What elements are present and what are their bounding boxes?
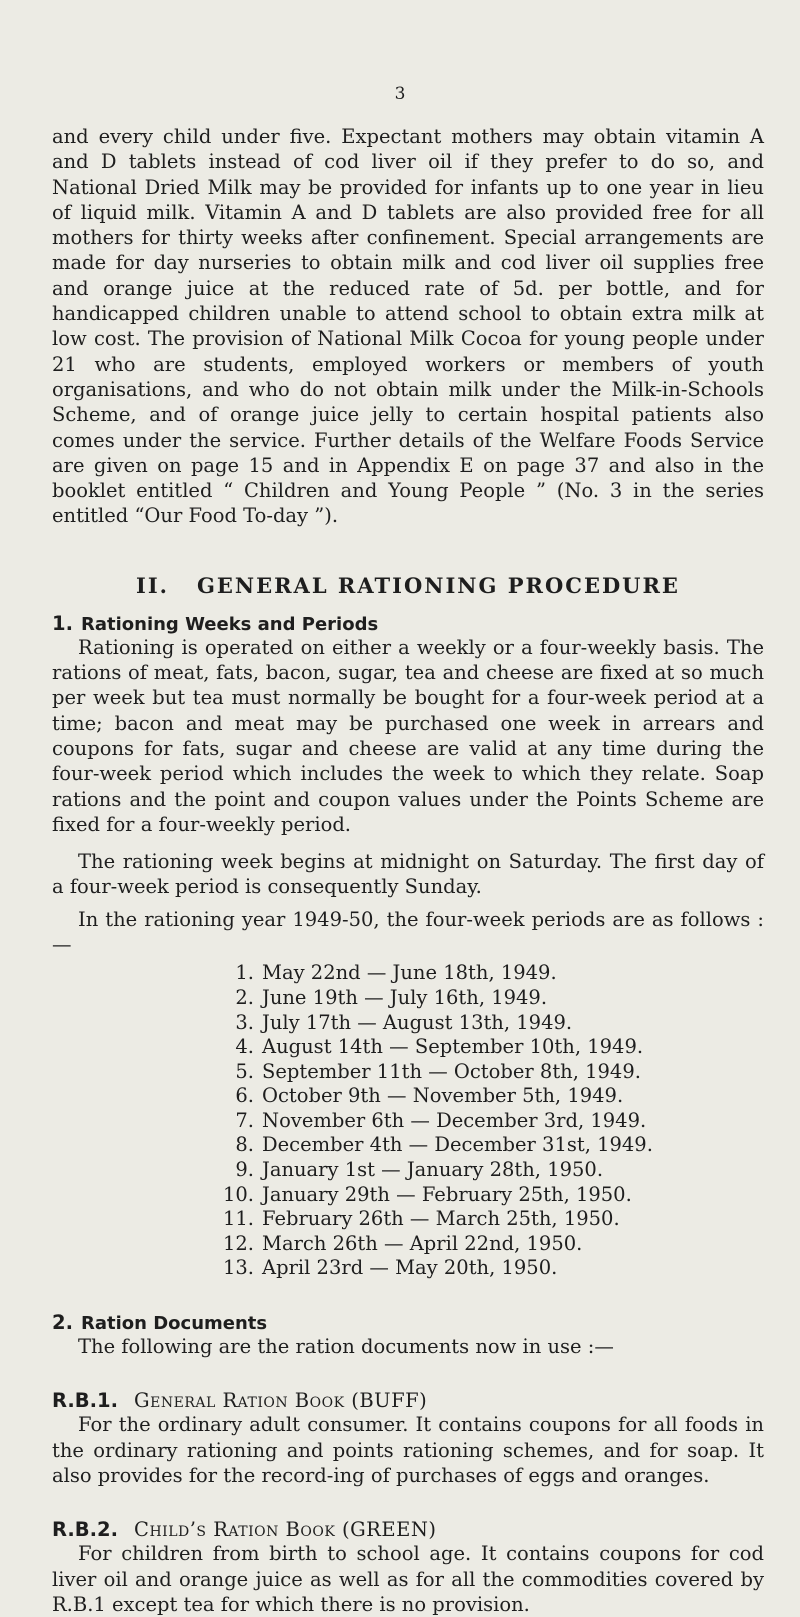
period-item <box>222 1035 764 1060</box>
rb1-heading <box>52 1389 764 1412</box>
subsection-title: Ration Documents <box>80 1313 268 1335</box>
period-dates: August 14th — September 10th, 1949. <box>262 1035 644 1059</box>
period-item <box>222 1133 764 1158</box>
period-number: 8. <box>235 1133 254 1157</box>
period-item <box>222 1158 764 1183</box>
period-number: 12. <box>222 1231 254 1255</box>
period-item <box>222 1060 764 1085</box>
subsection-number: 1. <box>52 611 73 635</box>
period-dates: May 22nd — June 18th, 1949. <box>262 961 557 985</box>
period-number: 6. <box>235 1084 254 1108</box>
period-dates: February 26th — March 25th, 1950. <box>262 1207 620 1231</box>
subsection-number: 2. <box>52 1311 73 1335</box>
period-number: 13. <box>222 1256 254 1280</box>
period-item <box>222 1207 764 1232</box>
period-item <box>222 1183 764 1208</box>
subsection-heading-rationing-weeks <box>52 612 764 635</box>
subsection-title: Rationing Weeks and Periods <box>80 613 379 635</box>
rationing-paragraph-2: The rationing week begins at midnight on Saturday. The first day of a four-week period is consequently Sunday. <box>52 850 764 899</box>
period-number: 4. <box>235 1035 254 1059</box>
period-dates: January 1st — January 28th, 1950. <box>262 1158 604 1182</box>
period-dates: July 17th — August 13th, 1949. <box>262 1010 573 1034</box>
period-number: 3. <box>235 1010 254 1034</box>
rb2-heading <box>52 1518 764 1541</box>
period-dates: January 29th — February 25th, 1950. <box>262 1182 632 1206</box>
subsection-heading-ration-documents <box>52 1311 764 1334</box>
rationing-paragraph-3: In the rationing year 1949-50, the four-week periods are as follows :— <box>52 907 764 957</box>
period-item <box>222 986 764 1011</box>
period-dates: September 11th — October 8th, 1949. <box>262 1059 641 1083</box>
period-dates: November 6th — December 3rd, 1949. <box>262 1108 647 1132</box>
section-heading <box>52 573 764 598</box>
page-content <box>52 124 764 1617</box>
period-item <box>222 961 764 986</box>
period-dates: December 4th — December 31st, 1949. <box>262 1133 653 1157</box>
rb2-code: R.B.2. <box>52 1518 119 1542</box>
rb1-code: R.B.1. <box>52 1389 119 1413</box>
rb2-name: Child’s Ration Book (GREEN) <box>134 1518 437 1542</box>
intro-paragraph: and every child under five. Expectant mothers may obtain vitamin A and D tablets instead of cod liver oil if they prefer to do so, and National Dried Milk may be provided for infants up to one year in lieu of liquid milk. Vitamin A and D tablets are also provided free for all mothers for thirty weeks after confinement. Special arrangements are made for day nurseries to obtain milk and cod liver oil supplies free and orange juice at the reduced rate of 5d. per bottle, and for handicapped children unable to attend school to obtain extra milk at low cost. The provision of National Milk Cocoa for young people under 21 who are students, employed workers or members of youth organisations, and who do not obtain milk under the Milk-in-Schools Scheme, and of orange juice jelly to certain hospital patients also comes under the service. Further details of the Welfare Foods Service are given on page 15 and in Appendix E on page 37 and also in the booklet entitled “ Children and Young People ” (No. 3 in the series entitled “Our Food To-day ”). <box>52 125 764 528</box>
rb1-description: For the ordinary adult consumer. It contains coupons for all foods in the ordinary rationing and points rationing schemes, and for soap. It also provides for the record-ing of purchases of eggs and oranges. <box>52 1413 764 1487</box>
period-list <box>52 961 764 1281</box>
period-item <box>222 1109 764 1134</box>
period-number: 7. <box>235 1108 254 1132</box>
rb2-description: For children from birth to school age. It contains coupons for cod liver oil and orange juice as well as for all the commodities covered by R.B.1 except tea for which there is no provision. <box>52 1542 764 1616</box>
period-dates: October 9th — November 5th, 1949. <box>262 1084 624 1108</box>
period-dates: March 26th — April 22nd, 1950. <box>262 1231 583 1255</box>
page-number: 3 <box>394 84 406 104</box>
section-title: GENERAL RATIONING PROCEDURE <box>196 572 680 598</box>
period-item <box>222 1256 764 1281</box>
period-number: 11. <box>222 1207 254 1231</box>
period-number: 2. <box>235 985 254 1009</box>
period-number: 1. <box>235 961 254 985</box>
rationing-paragraph-1: Rationing is operated on either a weekly or a four-weekly basis. The rations of meat, fats, bacon, sugar, tea and cheese are fixed at so much per week but tea must normally be bought for a four-week period at a time; bacon and meat may be purchased one week in arrears and coupons for fats, sugar and cheese are valid at any time during the four-week period which includes the week to which they relate. Soap rations and the point and coupon values under the Points Scheme are fixed for a four-weekly period. <box>52 635 764 836</box>
rb1-name: General Ration Book (BUFF) <box>134 1389 428 1413</box>
period-number: 9. <box>235 1158 254 1182</box>
period-number: 10. <box>222 1182 254 1206</box>
ration-documents-intro: The following are the ration documents now in use :— <box>78 1335 614 1359</box>
period-dates: April 23rd — May 20th, 1950. <box>262 1256 558 1280</box>
period-number: 5. <box>235 1059 254 1083</box>
period-dates: June 19th — July 16th, 1949. <box>262 985 548 1009</box>
period-item <box>222 1084 764 1109</box>
period-item <box>222 1232 764 1257</box>
section-numeral: II. <box>136 572 169 598</box>
period-item <box>222 1011 764 1036</box>
